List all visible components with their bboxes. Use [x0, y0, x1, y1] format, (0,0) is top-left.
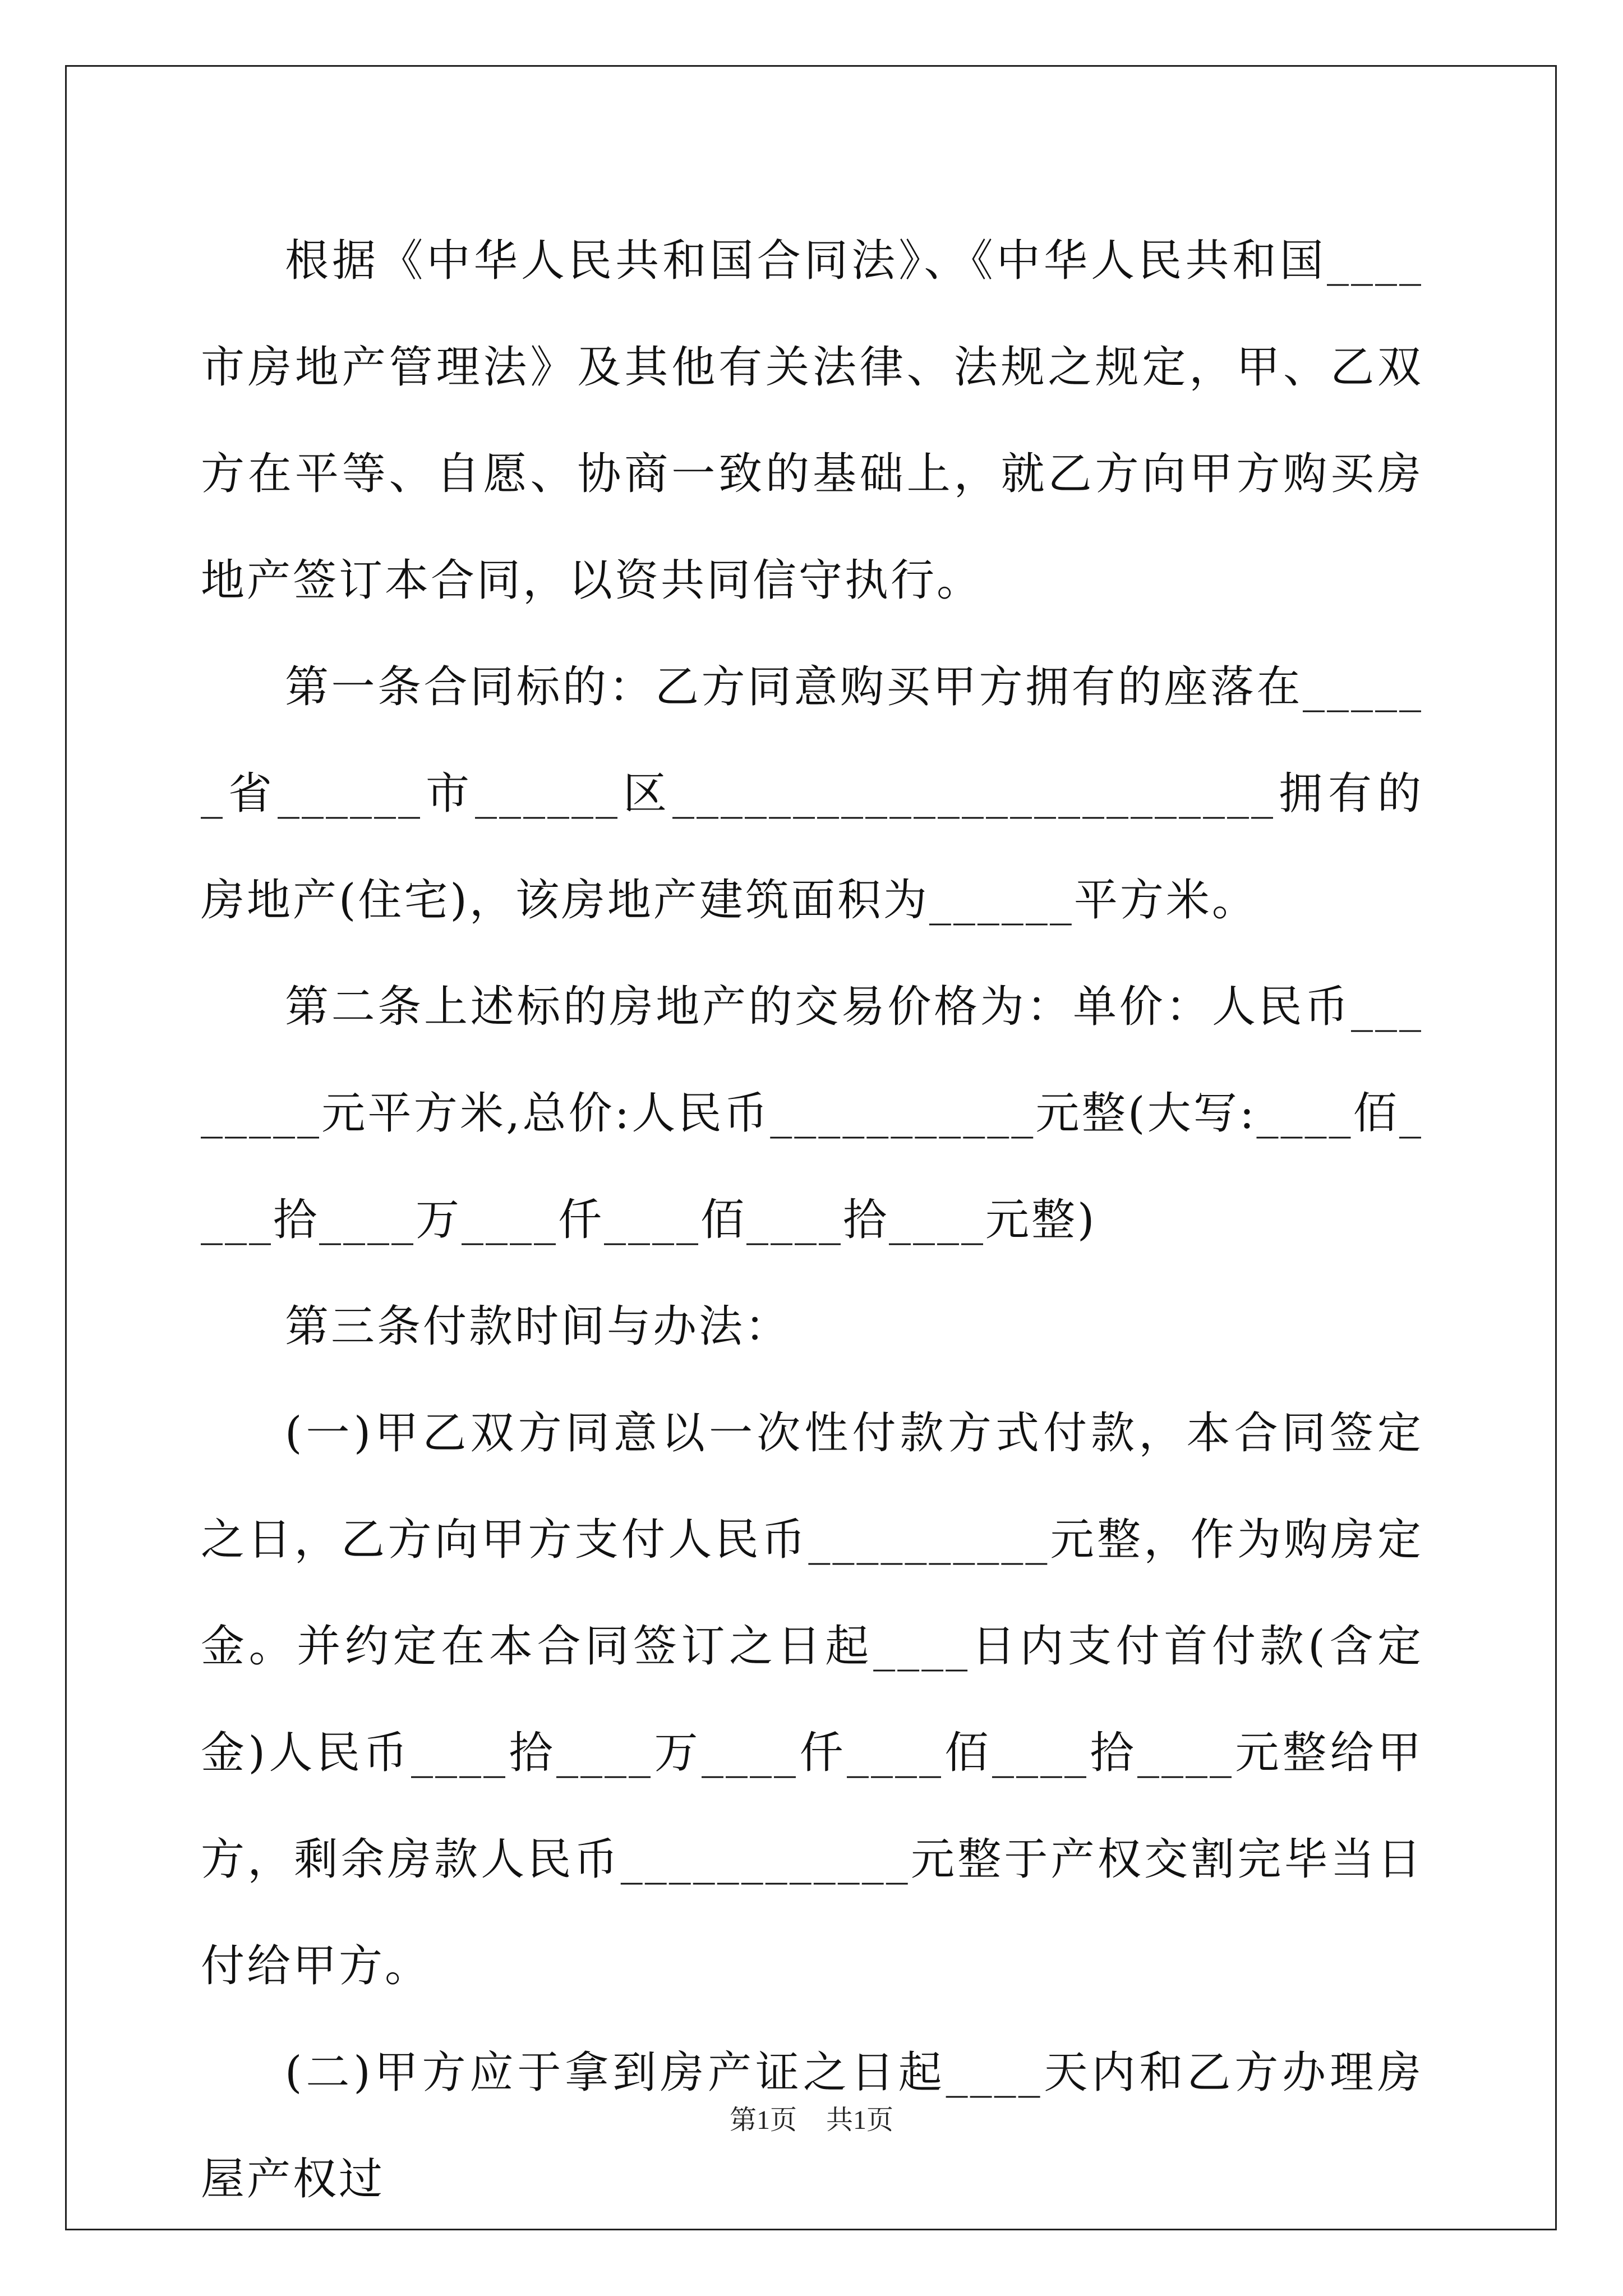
page-total: 共1页	[826, 2105, 894, 2135]
paragraph-article-2: 第二条上述标的房地产的交易价格为：单价：人民币________元平方米,总价:人民币___________元整(大写:____佰____拾____万____仟____佰____拾____元整)	[201, 982, 1423, 1245]
paragraph-preamble: 根据《中华人民共和国合同法》、《中华人民共和国____市房地产管理法》及其他有关法律、法规之规定，甲、乙双方在平等、自愿、协商一致的基础上，就乙方向甲方购买房地产签订本合同，以资共同信守执行。	[201, 236, 1423, 606]
paragraph-article-3: 第三条付款时间与办法：	[285, 1301, 791, 1352]
page-number: 第1页	[729, 2105, 797, 2135]
paragraph-clause-1: (一)甲乙双方同意以一次性付款方式付款，本合同签定之日，乙方向甲方支付人民币__________元整，作为购房定金。并约定在本合同签订之日起____日内支付首付款(含定金)人民币____拾____万____仟____佰____拾____元整给甲方，剩余房款人民币____________元整于产权交割完毕当日付给甲方。	[201, 1408, 1423, 1991]
document-body	[201, 208, 1423, 2233]
paragraph-article-1: 第一条合同标的：乙方同意购买甲方拥有的座落在______省______市______区_________________________拥有的房地产(住宅)，该房地产建筑面积为______平方米。	[201, 662, 1423, 926]
page-footer	[0, 2098, 1623, 2137]
paragraph-clause-2: (二)甲方应于拿到房产证之日起____天内和乙方办理房屋产权过	[201, 2047, 1423, 2205]
